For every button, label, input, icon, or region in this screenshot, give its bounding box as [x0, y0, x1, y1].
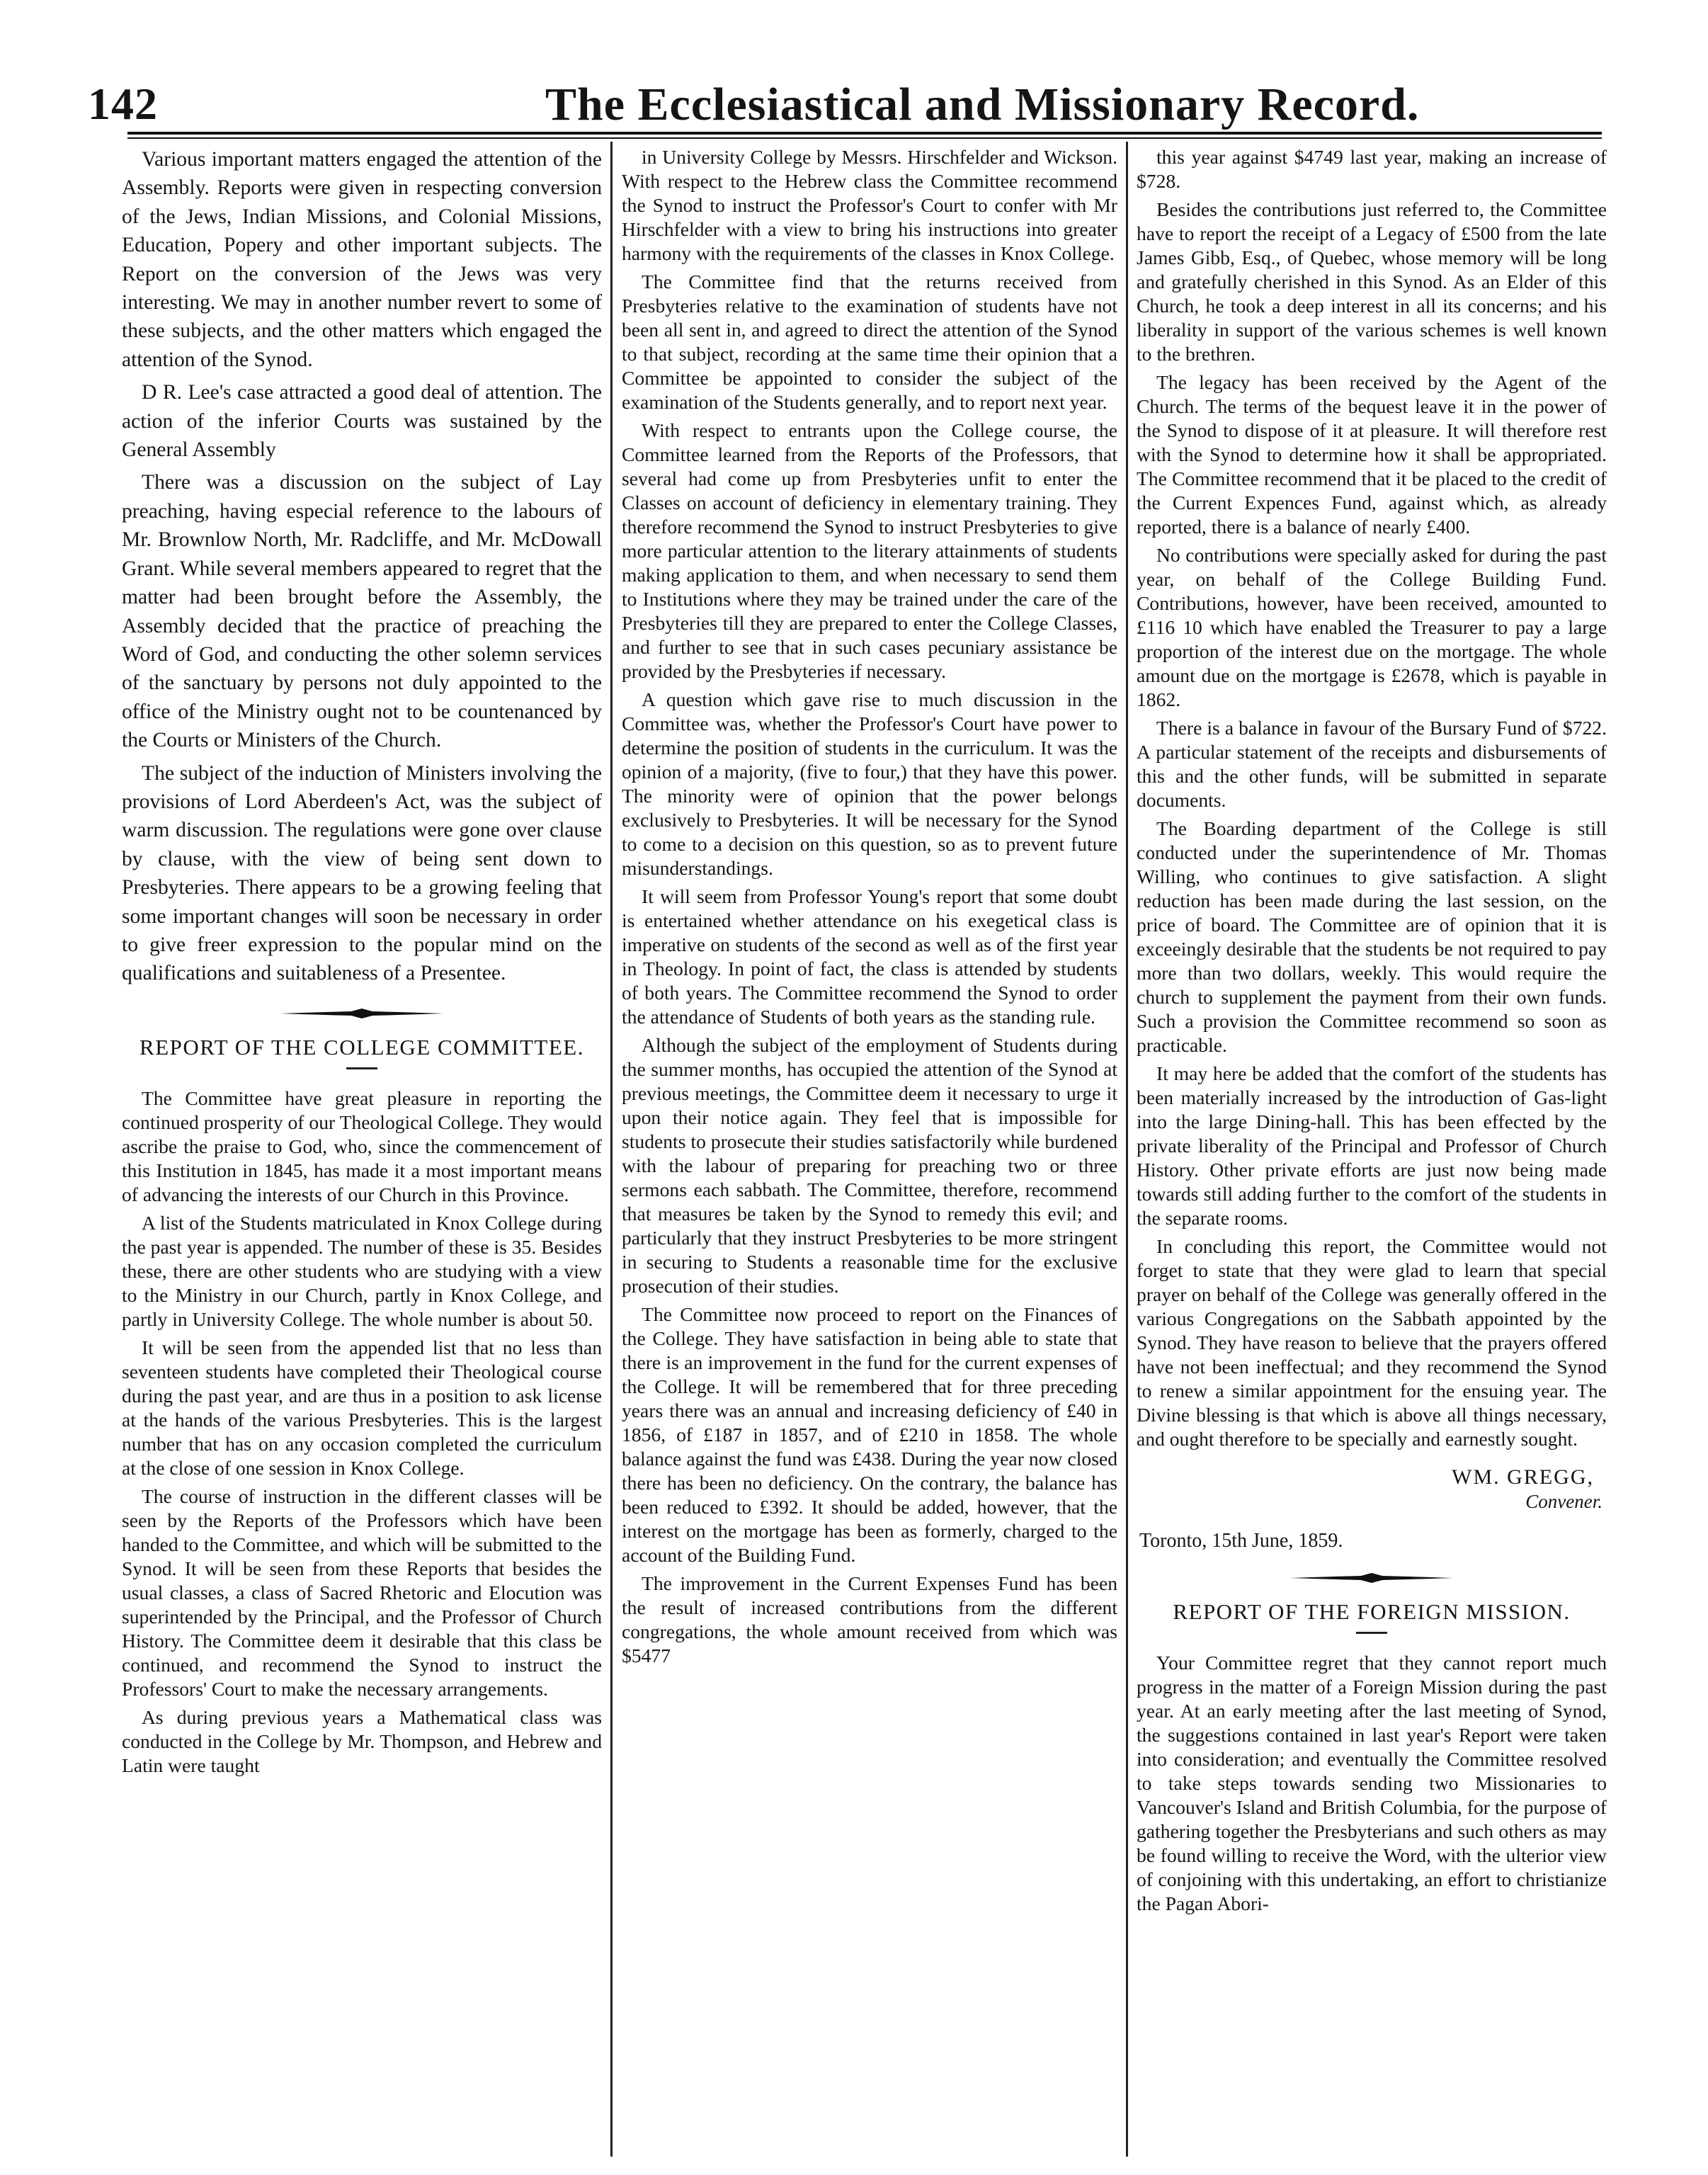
section-title: REPORT OF THE COLLEGE COMMITTEE. — [140, 1034, 584, 1060]
paragraph: It may here be added that the comfort of the students has been materially increased by the introduction of Gas-light into the large Dining-hall. This has been effected by the private liberality of the Principal and Professor of Church History. Other private efforts are just now being made towards still adding further to the comfort of the students in the separate rooms. — [1137, 1062, 1607, 1229]
paragraph: A question which gave rise to much discussion in the Committee was, whether the Professor's Court have power to determine the position of students in the curriculum. It was the opinion of a majority, (five to four,) that they have this power. The minority were of opinion that the power belongs exclusively to Presbyteries. It will be necessary for the Synod to come to a decision on this question, so as to prevent future misunderstandings. — [622, 688, 1117, 879]
column-divider-2 — [1126, 142, 1128, 2157]
paragraph: The legacy has been received by the Agent of the Church. The terms of the bequest leave it in the power of the Synod to dispose of it at pleasure. It will therefore rest with the Synod to determine how it shall be appropriated. The Committee recommend that it be placed to the credit of the Current Expences Fund, against which, as already reported, there is a balance of nearly £400. — [1137, 371, 1607, 538]
paragraph: It will seem from Professor Young's report that some doubt is entertained whether attendance on his exegetical class is imperative on students of the second as well as of the first year in Theology. In point of fact, the class is attended by students of both years. The Committee recommend the Synod to order the attendance of Students of both years as the standing rule. — [622, 885, 1117, 1028]
page-number: 142 — [88, 79, 158, 129]
paragraph: The Boarding department of the College is still conducted under the superintendence of Mr. Thomas Willing, who continues to give satisfaction. A slight reduction has been made during the last session, on the price of board. The Committee are of opinion that it is exceeingly desirable that the students be not required to pay more than two dollars, weekly. This would require the church to supplement the payment from their own funds. Such a provision the Committee recommend so soon as practicable. — [1137, 817, 1607, 1056]
header-double-rule — [127, 132, 1602, 139]
signature: WM. GREGG, — [1452, 1465, 1594, 1489]
paragraph: Although the subject of the employment of Students during the summer months, has occupied the attention of the Synod at previous meetings, the Committee deem it necessary to urge it upon their notice again. They feel that is impossible for students to prosecute their studies satisfactorily while burdened with the labour of preparing for preaching two or three sermons each sabbath. The Committee, therefore, recommend that measures be taken by the Synod to remedy this evil; and particularly that they instruct Presbyteries to be more stringent in securing to Students a reasonable time for the exclusive prosecution of their studies. — [622, 1034, 1117, 1297]
paragraph: The Committee find that the returns received from Presbyteries relative to the examination of students have not been all sent in, and agreed to direct the attention of the Synod to that subject, recording at the same time their opinion that a Committee be appointed to consider the subject of the examination of the Students generally, and to report next year. — [622, 271, 1117, 413]
paragraph: It will be seen from the appended list that no less than seventeen students have completed their Theological course during the past year, and are thus in a position to ask license at the hands of the various Presbyteries. This is the largest number that has on any occasion completed the curriculum at the close of one session in Knox College. — [122, 1336, 602, 1479]
section-short-rule — [1356, 1632, 1387, 1634]
paragraph: A list of the Students matriculated in Knox College during the past year is appended. The number of these is 35. Besides these, there are other students who are studying with a view to the Ministry in our Church, partly in Knox College, and partly in University College. The whole number is about 50. — [122, 1211, 602, 1330]
column-divider-1 — [610, 142, 613, 2157]
paragraph: There is a balance in favour of the Bursary Fund of $722. A particular statement of the receipts and disbursements of this and the other funds, will be submitted in separate documents. — [1137, 717, 1607, 811]
running-head: The Ecclesiastical and Missionary Record. — [545, 79, 1420, 130]
dateline: Toronto, 15th June, 1859. — [1139, 1530, 1343, 1552]
paragraph: Besides the contributions just referred to, the Committee have to report the receipt of a Legacy of £500 from the late James Gibb, Esq., of Quebec, whose memory will be long and gratefully cherished in this Synod. As an Elder of this Church, he took a deep interest in all its concerns; and his liberality in support of the various schemes is well known to the brethren. — [1137, 198, 1607, 365]
column-2 — [622, 145, 1117, 2153]
paragraph: No contributions were specially asked for during the past year, on behalf of the College Building Fund. Contributions, however, have been received, amounted to £116 10 which have enabled the Treasurer to pay a large proportion of the interest due on the mortgage. The whole amount due on the mortgage is £2678, which is payable in 1862. — [1137, 544, 1607, 710]
column-3 — [1137, 145, 1607, 2153]
section-ornament-rule — [280, 1008, 443, 1019]
column-1 — [122, 145, 602, 2153]
paragraph: this year against $4749 last year, making an increase of $728. — [1137, 146, 1607, 192]
paragraph: The course of instruction in the different classes will be seen by the Reports of the Professors which have been handed to the Committee, and which will be submitted to the Synod. It will be seen from these Reports that besides the usual classes, a class of Sacred Rhetoric and Elocution was superintended by the Principal, and the Professor of Church History. The Committee deem it desirable that this class be continued, and recommend the Synod to instruct the Professors' Court to make the necessary arrangements. — [122, 1484, 602, 1700]
section-ornament-rule — [1290, 1572, 1453, 1584]
paragraph: The subject of the induction of Ministers involving the provisions of Lord Aberdeen's Act, was the subject of warm discussion. The regulations were gone over clause by clause, with the view of being sent down to Presbyteries. There appears to be a growing feeling that some important changes will soon be necessary in order to give freer expression to the popular mind on the qualifications and suitableness of a Presentee. — [122, 761, 602, 985]
paragraph: With respect to entrants upon the College course, the Committee learned from the Reports of the Professors, that several had come up from Presbyteries unfit to enter the Classes on account of deficiency in elementary training. They therefore recommend the Synod to instruct Presbyteries to give more particular attention to the literary attainments of students making application to them, and when necessary to send them to Institutions where they may be trained under the care of the Presbyteries till they are prepared to enter the College Classes, and further to see that in such cases pecuniary assistance be provided by the Presbyteries if necessary. — [622, 419, 1117, 682]
paragraph: There was a discussion on the subject of Lay preaching, having especial reference to the labours of Mr. Brownlow North, Mr. Radcliffe, and Mr. McDowall Grant. While several members appeared to regret that the matter had been brought before the Assembly, the Assembly decided that the practice of preaching the Word of God, and conducting the other solemn services of the sanctuary by persons not duly appointed to the office of the Ministry ought not to be countenanced by the Courts or Ministers of the Church. — [122, 471, 602, 752]
paragraph: As during previous years a Mathematical class was conducted in the College by Mr. Thompson, and Hebrew and Latin were taught — [122, 1705, 602, 1776]
paragraph: D R. Lee's case attracted a good deal of attention. The action of the inferior Courts was sustained by the General Assembly — [122, 381, 602, 462]
paragraph: Various important matters engaged the attention of the Assembly. Reports were given in respecting conversion of the Jews, Indian Missions, and Colonial Missions, Education, Popery and other important subjects. The Report on the conversion of the Jews was very interesting. We may in another number revert to some of these subjects, and the other matters which engaged the attention of the Synod. — [122, 148, 602, 371]
section-title: REPORT OF THE FOREIGN MISSION. — [1173, 1599, 1571, 1624]
signature-role: Convener. — [1525, 1491, 1602, 1512]
paragraph: The Committee have great pleasure in reporting the continued prosperity of our Theological College. They would ascribe the praise to God, who, since the commencement of this Institution in 1845, has made it a most important means of advancing the interests of our Church in this Province. — [122, 1086, 602, 1205]
paragraph: In concluding this report, the Committee would not forget to state that they were glad to learn that special prayer on behalf of the College was generally offered in the various Congregations on the Sabbath appointed by the Synod. They have reason to believe that the prayers offered have not been ineffectual; and they recommend the Synod to renew a similar appointment for the ensuing year. The Divine blessing is that which is above all things necessary, and ought therefore to be specially and earnestly sought. — [1137, 1235, 1607, 1450]
paragraph: Your Committee regret that they cannot report much progress in the matter of a Foreign Mission during the past year. At an early meeting after the last meeting of Synod, the suggestions contained in last year's Report were taken into consideration; and eventually the Committee resolved to take steps towards sending two Missionaries to Vancouver's Island and British Columbia, for the purpose of gathering together the Presbyterians and such others as may be found willing to receive the Word, with the ulterior view of conjoining with this undertaking, an effort to christianize the Pagan Abori- — [1137, 1652, 1607, 1914]
paragraph: The improvement in the Current Expenses Fund has been the result of increased contributions from the different congregations, the whole amount received from which was $5477 — [622, 1572, 1117, 1666]
paragraph: The Committee now proceed to report on the Finances of the College. They have satisfaction in being able to state that there is an improvement in the fund for the current expenses of the College. It will be remembered that for three preceding years there was an annual and increasing deficiency of £40 in 1856, of £187 in 1857, and of £210 in 1858. The whole balance against the fund was £438. During the year now closed there has been no deficiency. On the contrary, the balance has been reduced to £392. It should be added, however, that the interest on the mortgage has been as formerly, charged to the account of the Building Fund. — [622, 1303, 1117, 1566]
paragraph: in University College by Messrs. Hirschfelder and Wickson. With respect to the Hebrew class the Committee recommend the Synod to instruct the Professor's Court to confer with Mr Hirschfelder with a view to bring his instructions into greater harmony with the requirements of the classes in Knox College. — [622, 146, 1117, 264]
college-committee-report — [122, 1086, 602, 1778]
section-short-rule — [346, 1067, 377, 1069]
